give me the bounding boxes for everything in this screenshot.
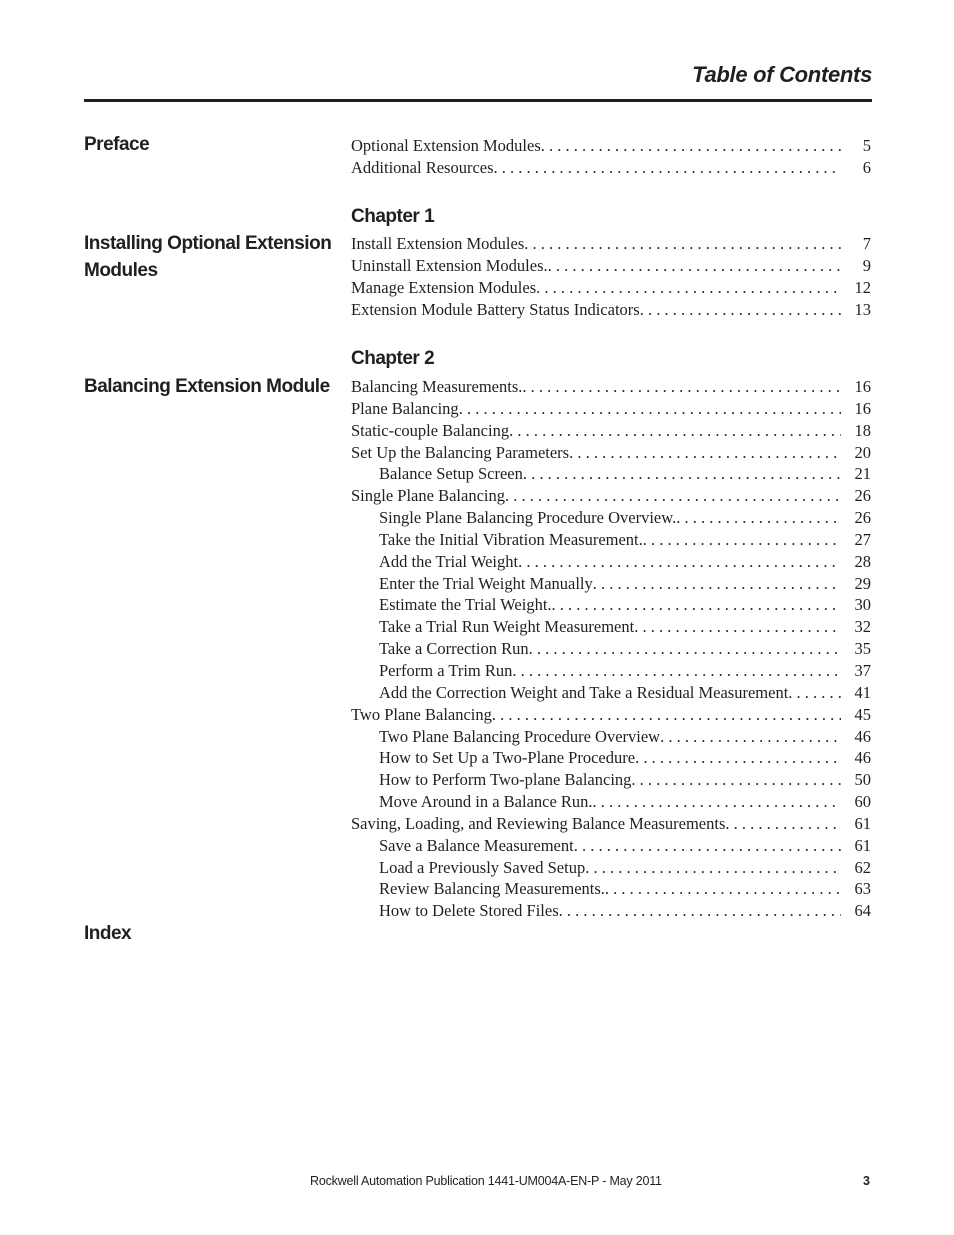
toc-list-preface xyxy=(351,136,871,180)
toc-entry[interactable] xyxy=(351,770,871,792)
toc-entry-title: Single Plane Balancing xyxy=(351,486,505,506)
toc-entry[interactable] xyxy=(351,683,871,705)
toc-entry[interactable] xyxy=(351,399,871,421)
toc-entry-title: Save a Balance Measurement xyxy=(379,835,574,855)
toc-entry-title: Take a Trial Run Weight Measurement xyxy=(379,617,635,637)
chapter-2-label: Chapter 2 xyxy=(351,348,435,369)
toc-entry-title: Move Around in a Balance Run. xyxy=(379,792,593,812)
toc-entry-title: How to Set Up a Two-Plane Procedure xyxy=(379,748,636,768)
toc-entry[interactable] xyxy=(351,464,871,486)
dot-leader xyxy=(660,727,841,747)
toc-entry-page: 5 xyxy=(862,136,871,155)
toc-entry-page: 61 xyxy=(854,813,871,833)
toc-entry-title: Install Extension Modules xyxy=(351,234,525,253)
header-rule xyxy=(84,99,872,102)
toc-entry-page: 50 xyxy=(854,770,871,790)
dot-leader xyxy=(548,256,841,276)
toc-entry-title: Single Plane Balancing Procedure Overview. xyxy=(379,508,677,528)
toc-entry[interactable] xyxy=(351,836,871,858)
toc-entry[interactable] xyxy=(351,300,871,322)
toc-entry-page: 32 xyxy=(854,617,871,637)
dot-leader xyxy=(631,770,841,790)
dot-leader xyxy=(788,683,841,703)
dot-leader xyxy=(523,464,841,484)
dot-leader xyxy=(492,705,841,725)
toc-entry-page: 45 xyxy=(854,704,871,724)
toc-entry-page: 20 xyxy=(854,442,871,462)
dot-leader xyxy=(529,639,841,659)
toc-entry-page: 62 xyxy=(854,857,871,877)
dot-leader xyxy=(585,858,841,878)
toc-entry[interactable] xyxy=(351,158,871,180)
page-header-title: Table of Contents xyxy=(692,62,872,87)
toc-entry[interactable] xyxy=(351,748,871,770)
toc-entry-page: 63 xyxy=(854,879,871,899)
toc-entry-page: 28 xyxy=(854,551,871,571)
toc-entry-title: Review Balancing Measurements. xyxy=(379,879,605,899)
toc-entry-page: 13 xyxy=(854,299,871,319)
toc-entry[interactable] xyxy=(351,278,871,300)
toc-entry[interactable] xyxy=(351,661,871,683)
toc-entry-title: Estimate the Trial Weight. xyxy=(379,595,552,615)
dot-leader xyxy=(574,836,841,856)
toc-entry-page: 16 xyxy=(854,377,871,396)
toc-entry-title: Take a Correction Run xyxy=(379,639,529,659)
toc-entry-title: How to Delete Stored Files xyxy=(379,901,559,921)
dot-leader xyxy=(524,234,841,254)
toc-entry-page: 6 xyxy=(862,157,871,177)
toc-entry[interactable] xyxy=(351,705,871,727)
toc-entry-title: Balance Setup Screen xyxy=(379,464,523,484)
toc-entry-page: 12 xyxy=(854,277,871,297)
toc-entry[interactable] xyxy=(351,879,871,901)
toc-entry-page: 16 xyxy=(854,398,871,418)
toc-entry-page: 21 xyxy=(854,464,871,484)
section-heading-installing[interactable]: Installing Optional Extension Modules xyxy=(84,233,332,281)
toc-entry-page: 9 xyxy=(862,255,871,275)
toc-entry-page: 41 xyxy=(854,682,871,702)
footer-page-number: 3 xyxy=(863,1174,870,1188)
toc-entry-page: 26 xyxy=(854,508,871,528)
section-heading-preface[interactable]: Preface xyxy=(84,134,150,155)
toc-entry[interactable] xyxy=(351,727,871,749)
toc-entry[interactable] xyxy=(351,814,871,836)
dot-leader xyxy=(635,748,841,768)
dot-leader xyxy=(536,278,841,298)
toc-entry[interactable] xyxy=(351,486,871,508)
toc-entry[interactable] xyxy=(351,858,871,880)
dot-leader xyxy=(541,136,841,156)
dot-leader xyxy=(494,158,841,178)
toc-entry-title: How to Perform Two-plane Balancing xyxy=(379,770,632,790)
toc-entry-page: 27 xyxy=(854,529,871,549)
toc-entry-page: 18 xyxy=(854,420,871,440)
toc-entry[interactable] xyxy=(351,443,871,465)
toc-entry-page: 64 xyxy=(854,901,871,921)
toc-entry-title: Manage Extension Modules xyxy=(351,277,537,297)
toc-entry-page: 30 xyxy=(854,595,871,615)
toc-entry-page: 26 xyxy=(854,486,871,506)
toc-entry[interactable] xyxy=(351,136,871,158)
toc-entry-title: Load a Previously Saved Setup xyxy=(379,857,586,877)
toc-entry-title: Saving, Loading, and Reviewing Balance Measurements xyxy=(351,813,726,833)
toc-entry[interactable] xyxy=(351,508,871,530)
toc-entry[interactable] xyxy=(351,530,871,552)
toc-entry-title: Add the Trial Weight xyxy=(379,551,519,571)
toc-entry-page: 60 xyxy=(854,792,871,812)
toc-entry[interactable] xyxy=(351,639,871,661)
toc-entry-page: 46 xyxy=(854,748,871,768)
section-heading-index[interactable]: Index xyxy=(84,923,132,944)
dot-leader xyxy=(593,574,841,594)
dot-leader xyxy=(518,552,841,572)
toc-entry-title: Two Plane Balancing xyxy=(351,704,492,724)
toc-entry[interactable] xyxy=(351,234,871,256)
dot-leader xyxy=(559,901,841,921)
toc-entry-page: 37 xyxy=(854,660,871,680)
dot-leader xyxy=(605,879,841,899)
section-heading-balancing[interactable]: Balancing Extension Module xyxy=(84,376,330,397)
dot-leader xyxy=(505,486,841,506)
toc-entry-title: Optional Extension Modules xyxy=(351,136,541,155)
toc-entry-title: Enter the Trial Weight Manually xyxy=(379,573,593,593)
toc-entry-page: 61 xyxy=(854,835,871,855)
dot-leader xyxy=(676,508,841,528)
toc-entry-title: Add the Correction Weight and Take a Residual Measurement xyxy=(379,682,789,702)
toc-entry-title: Take the Initial Vibration Measurement. xyxy=(379,529,643,549)
dot-leader xyxy=(569,443,841,463)
toc-entry[interactable] xyxy=(351,595,871,617)
toc-entry[interactable] xyxy=(351,377,871,399)
chapter-1-label: Chapter 1 xyxy=(351,206,435,227)
toc-entry-title: Perform a Trim Run xyxy=(379,660,513,680)
dot-leader xyxy=(509,421,841,441)
toc-list-chapter-1 xyxy=(351,234,871,321)
toc-entry-page: 35 xyxy=(854,639,871,659)
dot-leader xyxy=(522,377,841,397)
toc-entry[interactable] xyxy=(351,617,871,639)
dot-leader xyxy=(512,661,841,681)
dot-leader xyxy=(640,300,841,320)
footer-publication: Rockwell Automation Publication 1441-UM004A-EN-P - May 2011 xyxy=(310,1174,662,1188)
toc-entry-title: Plane Balancing xyxy=(351,398,459,418)
toc-entry[interactable] xyxy=(351,421,871,443)
toc-entry[interactable] xyxy=(351,901,871,923)
dot-leader xyxy=(634,617,841,637)
dot-leader xyxy=(552,595,841,615)
toc-list-chapter-2 xyxy=(351,377,871,923)
dot-leader xyxy=(725,814,841,834)
toc-entry[interactable] xyxy=(351,574,871,596)
dot-leader xyxy=(459,399,841,419)
toc-entry-page: 46 xyxy=(854,726,871,746)
toc-entry-title: Static-couple Balancing xyxy=(351,420,510,440)
toc-entry-title: Two Plane Balancing Procedure Overview xyxy=(379,726,661,746)
toc-entry[interactable] xyxy=(351,792,871,814)
toc-entry-page: 29 xyxy=(854,573,871,593)
toc-entry-title: Balancing Measurements. xyxy=(351,377,523,396)
toc-entry[interactable] xyxy=(351,256,871,278)
toc-entry-title: Additional Resources xyxy=(351,157,494,177)
dot-leader xyxy=(593,792,841,812)
toc-entry-page: 7 xyxy=(862,234,871,253)
toc-entry[interactable] xyxy=(351,552,871,574)
dot-leader xyxy=(643,530,841,550)
toc-entry-title: Extension Module Battery Status Indicators xyxy=(351,299,640,319)
toc-entry-title: Uninstall Extension Modules. xyxy=(351,255,548,275)
toc-entry-title: Set Up the Balancing Parameters xyxy=(351,442,570,462)
